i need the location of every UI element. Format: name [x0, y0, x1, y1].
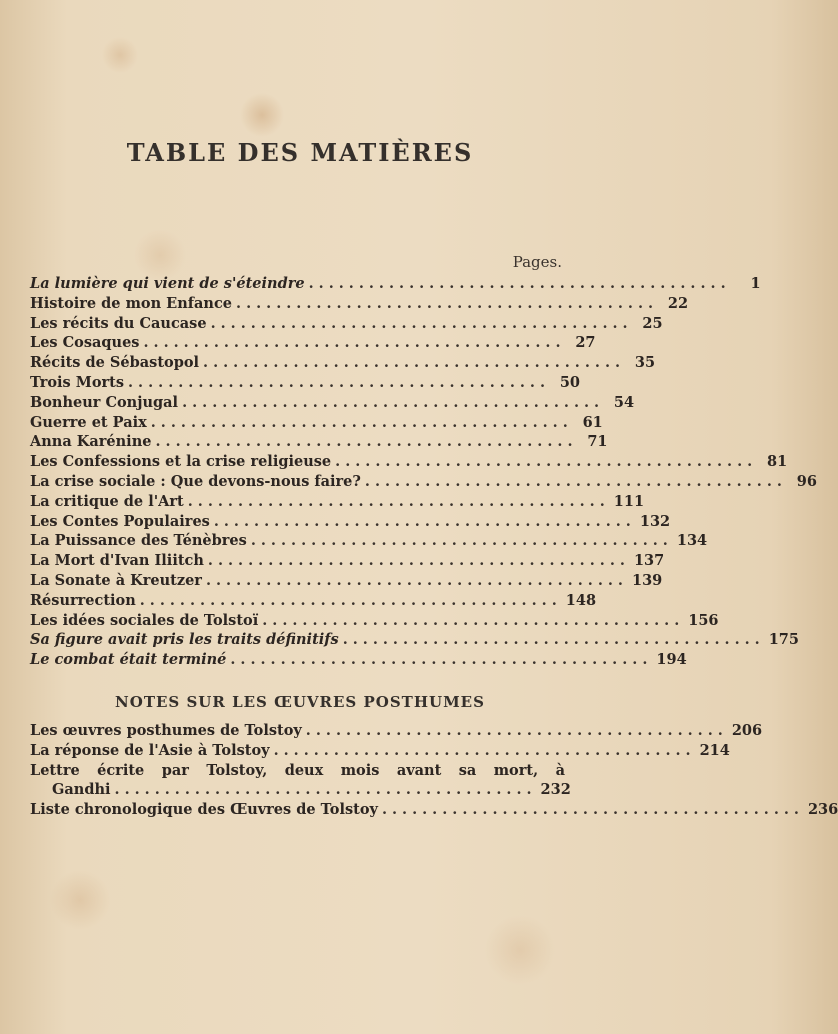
toc-entry-page: 50: [559, 373, 581, 391]
toc-entry-word: Lettre: [30, 761, 80, 779]
toc-entry-page: 111: [613, 492, 645, 510]
toc-list: [30, 275, 817, 671]
dot-leader: ..........................................: [210, 314, 633, 332]
toc-entry-title: Gandhi: [52, 781, 111, 799]
toc-entry-page: 132: [639, 512, 671, 530]
toc-entry-page: 96: [796, 472, 817, 490]
toc-entry: [30, 492, 645, 513]
toc-entry: [30, 611, 719, 632]
toc-entry-page: 236: [807, 801, 838, 819]
toc-entry-page: 206: [731, 722, 763, 739]
dot-leader: ..........................................: [150, 413, 573, 431]
toc-entry-title: La crise sociale : Que devons-nous faire?: [30, 472, 361, 490]
toc-entry: [30, 722, 763, 742]
toc-entry: [30, 354, 656, 374]
dot-leader: ..........................................: [143, 334, 566, 352]
toc-entry: [30, 393, 635, 414]
toc-entry-word: mois: [340, 761, 380, 779]
toc-entry-word: sa: [458, 761, 477, 779]
dot-leader: ..........................................: [139, 591, 562, 609]
dot-leader: ..........................................: [213, 512, 636, 530]
toc-entry-page: 137: [633, 552, 665, 570]
toc-entry: [30, 294, 689, 315]
toc-entry-title: Anna Karénine: [30, 433, 152, 451]
toc-entry: [30, 552, 665, 572]
toc-entry-page: 61: [582, 413, 603, 431]
toc-entry-page: 148: [565, 591, 597, 609]
toc-entry: [30, 472, 817, 493]
toc-entry: [30, 512, 671, 533]
dot-leader: ..........................................: [262, 611, 685, 629]
toc-entry-title: Les Cosaques: [30, 334, 140, 352]
dot-leader: ..........................................: [128, 373, 551, 391]
toc-entry: [30, 334, 596, 354]
toc-entry-word: Tolstoy,: [206, 761, 268, 779]
toc-entry: [30, 631, 799, 651]
toc-entry-page: 134: [676, 532, 708, 550]
dot-leader: ..........................................: [205, 571, 628, 589]
section-heading: NOTES SUR LES ŒUVRES POSTHUMES: [115, 693, 485, 711]
toc-entry: [30, 532, 708, 552]
toc-entry-word: deux: [284, 761, 324, 779]
toc-entry-title: Histoire de mon Enfance: [30, 294, 233, 312]
toc-entry: [30, 275, 761, 295]
dot-leader: ..........................................: [364, 472, 787, 490]
dot-leader: ..........................................: [381, 801, 804, 819]
toc-entry-title: Les Confessions et la crise religieuse: [30, 453, 332, 471]
posthumous-toc-list: [30, 722, 838, 821]
toc-entry-title: La Sonate à Kreutzer: [30, 571, 202, 589]
toc-entry-title: Guerre et Paix: [30, 413, 147, 431]
toc-entry-title: La critique de l'Art: [30, 492, 184, 510]
toc-entry-title: Liste chronologique des Œuvres de Tolstoy: [30, 801, 378, 819]
toc-entry-page: 194: [656, 651, 687, 669]
toc-entry-page: 27: [575, 334, 596, 352]
toc-entry-title: Le combat était terminé: [30, 651, 227, 669]
dot-leader: ..........................................: [250, 532, 673, 550]
dot-leader: ..........................................: [236, 294, 659, 312]
toc-entry-page: 1: [750, 275, 761, 292]
toc-entry-page: 22: [667, 294, 689, 312]
toc-entry-title: Bonheur Conjugal: [30, 393, 179, 411]
toc-entry-word: écrite: [97, 761, 145, 779]
toc-entry-letter-line1: [30, 762, 565, 782]
dot-leader: ..........................................: [342, 631, 765, 649]
dot-leader: ..........................................: [203, 354, 626, 372]
toc-entry: [30, 413, 603, 434]
dot-leader: ..........................................: [335, 453, 758, 471]
toc-entry: [30, 651, 687, 671]
toc-entry-title: Sa figure avait pris les traits définitifs: [30, 631, 339, 649]
toc-entry-title: Les œuvres posthumes de Tolstoy: [30, 722, 302, 739]
toc-entry-page: 54: [613, 393, 635, 411]
toc-entry: [30, 453, 788, 473]
toc-entry-title: Les Contes Populaires: [30, 512, 210, 530]
dot-leader: ..........................................: [187, 492, 610, 510]
toc-entry-title: Trois Morts: [30, 373, 124, 391]
toc-entry-page: 25: [642, 314, 663, 332]
toc-entry: [30, 433, 608, 453]
toc-entry-page: 71: [587, 433, 608, 451]
toc-entry: [30, 741, 730, 762]
toc-entry-title: Récits de Sébastopol: [30, 354, 200, 372]
toc-entry-page: 175: [768, 631, 799, 649]
toc-entry-title: La réponse de l'Asie à Tolstoy: [30, 741, 270, 759]
toc-entry-page: 232: [540, 781, 571, 799]
toc-entry-page: 35: [634, 354, 656, 372]
dot-leader: ..........................................: [182, 393, 605, 411]
dot-leader: ..........................................: [273, 741, 696, 759]
dot-leader: ..........................................: [207, 552, 630, 570]
page-title: TABLE DES MATIÈRES: [126, 138, 474, 167]
dot-leader: ..........................................: [305, 722, 728, 739]
toc-entry: [30, 781, 571, 801]
toc-entry: [30, 373, 581, 394]
toc-entry-word: avant: [396, 761, 442, 779]
toc-entry-word: par: [161, 761, 189, 779]
toc-entry-title: La Puissance des Ténèbres: [30, 532, 247, 550]
dot-leader: ..........................................: [114, 781, 537, 799]
toc-entry: [30, 801, 838, 821]
dot-leader: ..........................................: [155, 433, 578, 451]
toc-entry-title: Les récits du Caucase: [30, 314, 207, 332]
toc-entry-title: Les idées sociales de Tolstoï: [30, 611, 259, 629]
toc-entry-page: 156: [688, 611, 719, 629]
toc-entry-page: 139: [631, 571, 663, 589]
toc-entry-page: 81: [766, 453, 788, 471]
toc-entry-title: La Mort d'Ivan Iliitch: [30, 552, 204, 570]
dot-leader: ..........................................: [230, 651, 653, 669]
toc-entry-title: La lumière qui vient de s'éteindre: [30, 275, 305, 292]
toc-entry-title: Résurrection: [30, 591, 136, 609]
toc-entry: [30, 591, 597, 612]
toc-entry-word: à: [555, 761, 565, 779]
toc-entry-page: 214: [699, 741, 730, 759]
toc-entry: [30, 571, 663, 592]
dot-leader: ..........................................: [308, 275, 731, 292]
toc-entry-word: mort,: [493, 761, 539, 779]
toc-entry: [30, 314, 663, 335]
pages-column-label: Pages.: [512, 253, 562, 271]
